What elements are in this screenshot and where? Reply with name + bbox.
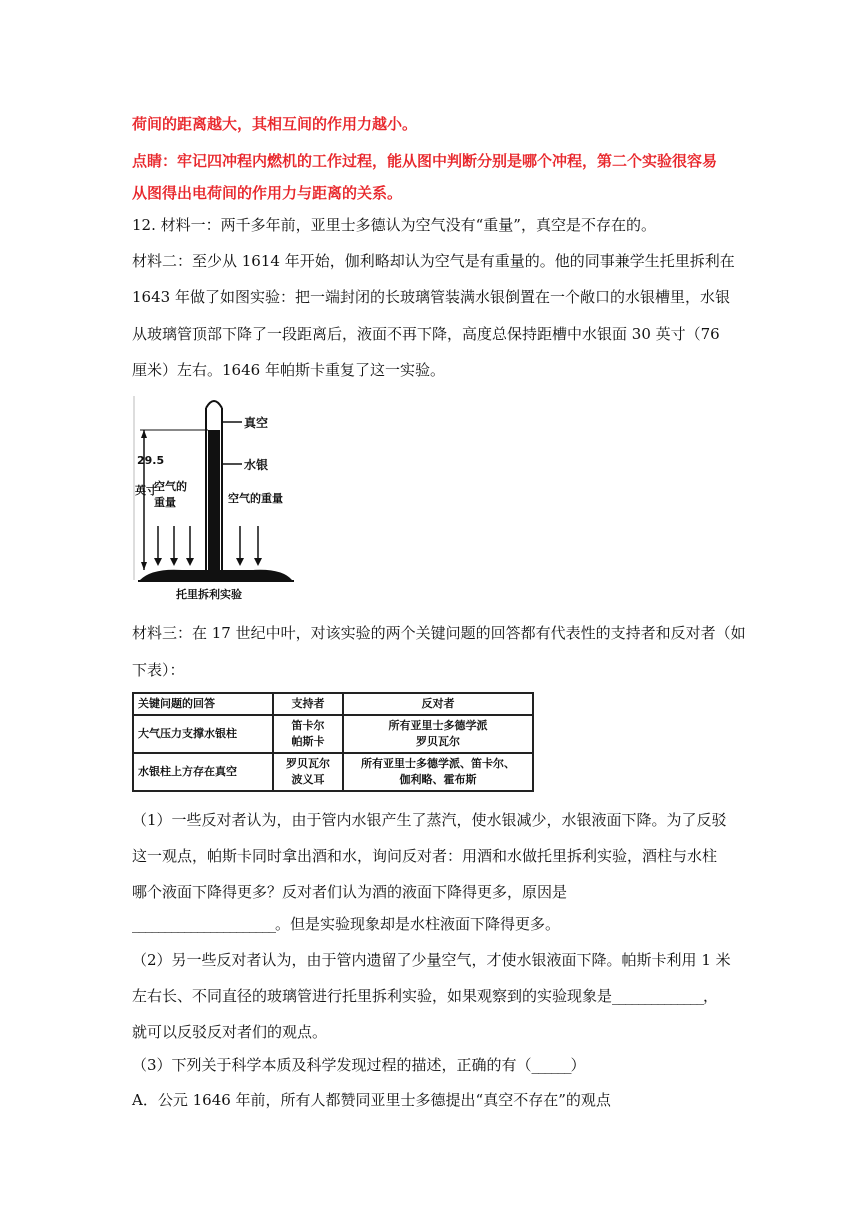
material-2-line-1: 材料二：至少从 1614 年开始，伽利略却认为空气是有重量的。他的同事兼学生托里拆利在	[132, 252, 735, 270]
comment-line-1: 点睛：牢记四冲程内燃机的工作过程，能从图中判断分别是哪个冲程，第二个实验很容易	[132, 152, 718, 170]
supporter-name: 笛卡尔	[291, 719, 325, 732]
sub-question-1-line-2: 这一观点，帕斯卡同时拿出酒和水，询问反对者：用酒和水做托里拆利实验，酒柱与水柱	[132, 847, 718, 865]
answer-blank[interactable]: ______	[531, 1056, 571, 1074]
table-row	[133, 753, 533, 791]
material-3-line-2: 下表）：	[132, 661, 185, 679]
table-header-cell: 反对者	[343, 693, 533, 715]
supporter-name: 波义耳	[291, 773, 325, 786]
opponent-name: 罗贝瓦尔	[416, 735, 460, 748]
line-text: （3）下列关于科学本质及科学发现过程的描述，正确的有（	[132, 1056, 532, 1074]
table-header-cell: 关键问题的回答	[133, 693, 273, 715]
opponent-name: 所有亚里士多德学派、笛卡尔、	[361, 757, 515, 770]
line-text: ，	[703, 987, 719, 1005]
table-cell-question: 水银柱上方存在真空	[133, 753, 273, 791]
question-12-line: 12. 材料一：两千多年前，亚里士多德认为空气没有“重量”，真空是不存在的。	[132, 216, 656, 234]
sub-question-1-line-4	[132, 914, 742, 934]
line-text: 左右长、不同直径的玻璃管进行托里拆利实验，如果观察到的实验现象是	[132, 987, 613, 1005]
answer-blank[interactable]: ______________________	[132, 915, 275, 933]
answer-blank[interactable]: ______________	[612, 987, 704, 1005]
comment-line-2: 从图得出电荷间的作用力与距离的关系。	[132, 184, 403, 202]
height-value-label: 29.5	[137, 454, 165, 467]
sub-question-2-line-2	[132, 986, 742, 1006]
line-text: 。但是实验现象却是水柱液面下降得更多。	[275, 915, 561, 933]
material-2-line-2: 1643 年做了如图实验：把一端封闭的长玻璃管装满水银倒置在一个敞口的水银槽里，水银	[132, 288, 730, 306]
material-2-line-3: 从玻璃管顶部下降了一段距离后，液面不再下降，高度总保持距槽中水银面 30 英寸（76	[132, 325, 720, 343]
answer-line-1: 荷间的距离越大，其相互间的作用力越小。	[132, 115, 418, 133]
line-text: ）	[570, 1056, 586, 1074]
opponent-name: 所有亚里士多德学派	[388, 719, 488, 732]
supporters-opponents-table	[132, 692, 534, 792]
table-cell-opponents	[343, 715, 533, 753]
sub-question-2-line-1: （2）另一些反对者认为，由于管内遗留了少量空气，才使水银液面下降。帕斯卡利用 1 米	[132, 951, 731, 969]
table-cell-opponents	[343, 753, 533, 791]
table-cell-supporters	[273, 715, 343, 753]
opponent-name: 伽利略、霍布斯	[399, 773, 477, 786]
torricelli-figure	[132, 390, 300, 606]
air-weight-left-label-2: 重量	[154, 496, 176, 509]
material-3-line-1: 材料三：在 17 世纪中叶，对该实验的两个关键问题的回答都有代表性的支持者和反对者（如	[132, 624, 746, 642]
supporter-name: 罗贝瓦尔	[286, 757, 330, 770]
option-a-line: A．公元 1646 年前，所有人都赞同亚里士多德提出“真空不存在”的观点	[132, 1091, 611, 1109]
sub-question-1-line-1: （1）一些反对者认为，由于管内水银产生了蒸汽，使水银减少，水银液面下降。为了反驳	[132, 811, 727, 829]
mercury-label: 水银	[244, 458, 269, 472]
table-header-cell: 支持者	[273, 693, 343, 715]
height-unit-label: 英寸	[135, 484, 157, 497]
table-row	[133, 715, 533, 753]
figure-caption: 托里拆利实验	[176, 588, 242, 601]
table-cell-question: 大气压力支撑水银柱	[133, 715, 273, 753]
air-weight-left-label-1: 空气的	[154, 480, 187, 493]
material-2-line-4: 厘米）左右。1646 年帕斯卡重复了这一实验。	[132, 361, 445, 379]
sub-question-2-line-3: 就可以反驳反对者们的观点。	[132, 1023, 328, 1041]
air-weight-right-label: 空气的重量	[228, 492, 283, 505]
table-header-row	[133, 693, 533, 715]
supporter-name: 帕斯卡	[291, 735, 325, 748]
vacuum-label: 真空	[244, 416, 269, 430]
sub-question-3-line	[132, 1055, 742, 1075]
sub-question-1-line-3: 哪个液面下降得更多？反对者们认为酒的液面下降得更多，原因是	[132, 883, 568, 901]
table-cell-supporters	[273, 753, 343, 791]
